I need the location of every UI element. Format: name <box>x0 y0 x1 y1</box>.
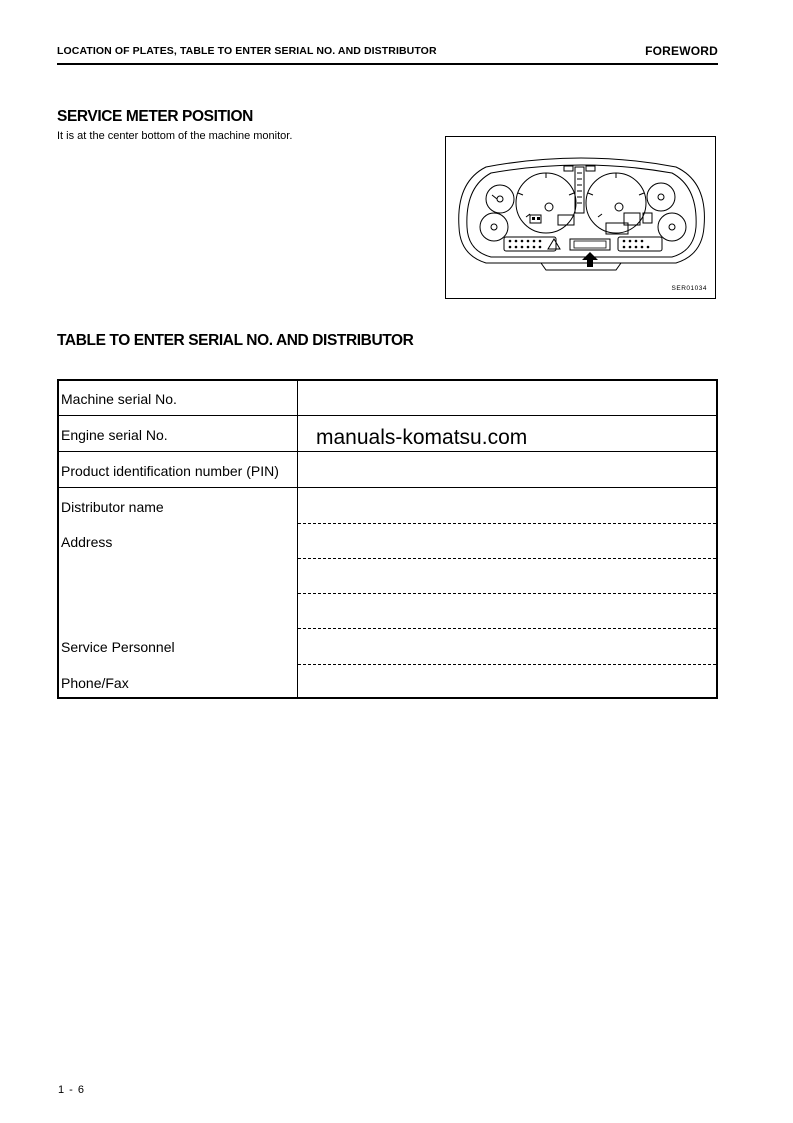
machine-monitor-illustration <box>446 137 717 300</box>
service-meter-description: It is at the center bottom of the machine monitor. <box>57 130 293 142</box>
entry-line <box>298 593 716 594</box>
running-header-title: LOCATION OF PLATES, TABLE TO ENTER SERIAL NO. AND DISTRIBUTOR <box>57 45 437 57</box>
row-label-distributor-name: Distributor name <box>61 499 164 515</box>
table-column-divider <box>297 381 298 697</box>
serial-table-title: TABLE TO ENTER SERIAL NO. AND DISTRIBUTOR <box>57 332 414 349</box>
running-header-section: FOREWORD <box>645 44 718 58</box>
watermark-text: manuals-komatsu.com <box>316 426 528 449</box>
header-rule <box>57 63 718 65</box>
row-label-machine-serial: Machine serial No. <box>61 391 177 407</box>
table-row-border <box>59 487 716 488</box>
row-label-address: Address <box>61 534 113 550</box>
entry-line <box>298 628 716 629</box>
entry-line <box>298 664 716 665</box>
page-number: 1 - 6 <box>58 1084 86 1096</box>
table-row-border <box>59 451 716 452</box>
figure-code: SER01034 <box>671 285 707 292</box>
entry-line <box>298 558 716 559</box>
entry-line <box>298 523 716 524</box>
table-row-border <box>59 415 716 416</box>
service-meter-title: SERVICE METER POSITION <box>57 108 253 125</box>
machine-monitor-figure <box>445 136 716 299</box>
row-label-engine-serial: Engine serial No. <box>61 427 168 443</box>
row-label-phone-fax: Phone/Fax <box>61 675 129 691</box>
row-label-pin: Product identification number (PIN) <box>61 463 279 479</box>
row-label-service-personnel: Service Personnel <box>61 639 175 655</box>
